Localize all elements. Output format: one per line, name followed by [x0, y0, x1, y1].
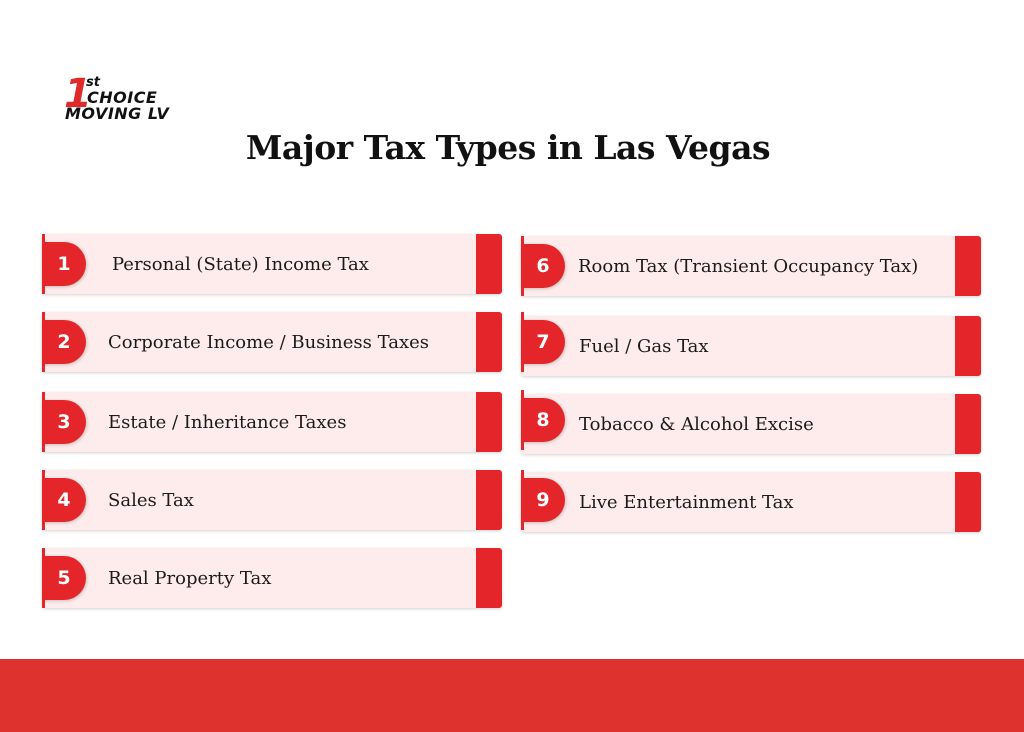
- tax-item-label: Fuel / Gas Tax: [579, 335, 709, 357]
- number-badge: 5: [42, 556, 86, 600]
- logo-superscript: st: [86, 75, 100, 90]
- card-accent-bar: [476, 392, 502, 452]
- tax-item-8: [521, 394, 981, 454]
- tax-item-7: [521, 316, 981, 376]
- card-accent-bar: [955, 236, 981, 296]
- number-badge: 3: [42, 400, 86, 444]
- tax-item-6: [521, 236, 981, 296]
- tax-item-3: [42, 392, 502, 452]
- brand-logo: [62, 71, 212, 126]
- card-accent-bar: [955, 316, 981, 376]
- tax-item-1: [42, 234, 502, 294]
- card-accent-bar: [476, 312, 502, 372]
- card-accent-bar: [955, 394, 981, 454]
- tax-item-5: [42, 548, 502, 608]
- number-badge: 6: [521, 244, 565, 288]
- card-accent-bar: [476, 470, 502, 530]
- number-badge: 7: [521, 320, 565, 364]
- tax-item-label: Room Tax (Transient Occupancy Tax): [578, 255, 919, 277]
- number-badge: 4: [42, 478, 86, 522]
- number-badge: 8: [521, 398, 565, 442]
- tax-item-label: Corporate Income / Business Taxes: [108, 331, 430, 353]
- tax-item-label: Estate / Inheritance Taxes: [108, 411, 347, 433]
- footer-bar: [0, 659, 1024, 732]
- tax-item-label: Real Property Tax: [108, 567, 272, 589]
- number-badge: 9: [521, 478, 565, 522]
- logo-line-moving-lv: MOVING LV: [65, 104, 170, 123]
- tax-item-2: [42, 312, 502, 372]
- card-accent-bar: [476, 234, 502, 294]
- number-badge: 1: [42, 242, 86, 286]
- tax-item-label: Personal (State) Income Tax: [112, 253, 369, 275]
- tax-item-label: Tobacco & Alcohol Excise: [579, 413, 814, 435]
- number-badge: 2: [42, 320, 86, 364]
- page-title: Major Tax Types in Las Vegas: [245, 128, 771, 167]
- tax-item-label: Live Entertainment Tax: [579, 491, 794, 513]
- card-accent-bar: [955, 472, 981, 532]
- tax-item-9: [521, 472, 981, 532]
- logo-line-choice: CHOICE: [87, 88, 158, 107]
- logo-number: 1: [64, 71, 90, 117]
- tax-item-4: [42, 470, 502, 530]
- card-accent-bar: [476, 548, 502, 608]
- tax-item-label: Sales Tax: [108, 489, 194, 511]
